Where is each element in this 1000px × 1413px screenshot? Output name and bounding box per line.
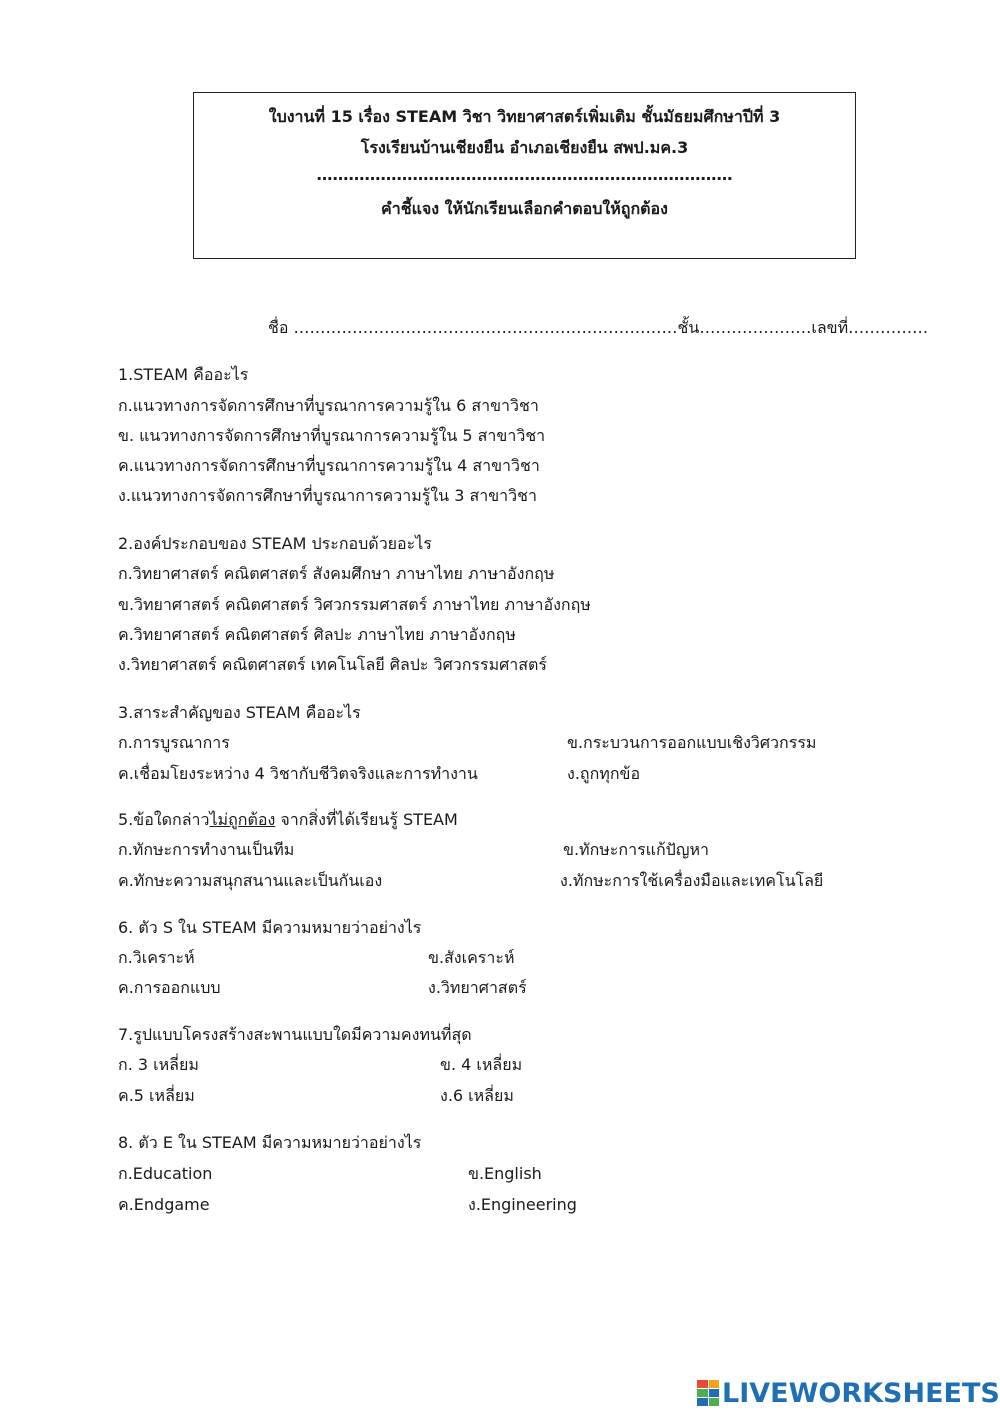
option-c[interactable]: ค.เชื่อมโยงระหว่าง 4 วิชากับชีวิตจริงและการทำงาน [118, 764, 478, 783]
option-c[interactable]: ค.แนวทางการจัดการศึกษาที่บูรณาการความรู้ใน 4 สาขาวิชา [118, 456, 540, 475]
option-b[interactable]: ข.วิทยาศาสตร์ คณิตศาสตร์ วิศวกรรมศาสตร์ ภาษาไทย ภาษาอังกฤษ [118, 595, 591, 614]
header-box [193, 92, 856, 259]
option-d[interactable]: ง.แนวทางการจัดการศึกษาที่บูรณาการความรู้ใน 3 สาขาวิชา [118, 486, 537, 505]
question-text [118, 808, 458, 833]
option-d[interactable]: ง.ทักษะการใช้เครื่องมือและเทคโนโลยี [560, 871, 824, 890]
student-info-line[interactable]: ชื่อ ………………………………………………………………ชั้น…………………เลขที่…………… [268, 318, 929, 337]
option-c[interactable]: ค.การออกแบบ [118, 978, 221, 997]
option-a[interactable]: ก.วิทยาศาสตร์ คณิตศาสตร์ สังคมศึกษา ภาษาไทย ภาษาอังกฤษ [118, 564, 555, 583]
option-b[interactable]: ข.ทักษะการแก้ปัญหา [563, 840, 709, 859]
option-d[interactable]: ง.ถูกทุกข้อ [567, 764, 641, 783]
option-a[interactable]: ก.วิเคราะห์ [118, 948, 195, 967]
question-text: 8. ตัว E ใน STEAM มีความหมายว่าอย่างไร [118, 1133, 422, 1152]
school-line: โรงเรียนบ้านเชียงยืน อำเภอเชียงยืน สพป.มค.3 [360, 138, 689, 157]
question-text: 3.สาระสำคัญของ STEAM คืออะไร [118, 703, 361, 722]
question-text: 7.รูปแบบโครงสร้างสะพานแบบใดมีความคงทนที่สุด [118, 1025, 472, 1044]
option-c[interactable]: ค.วิทยาศาสตร์ คณิตศาสตร์ ศิลปะ ภาษาไทย ภาษาอังกฤษ [118, 625, 516, 644]
option-a[interactable]: ก.ทักษะการทำงานเป็นทีม [118, 840, 295, 859]
option-a[interactable]: ก.แนวทางการจัดการศึกษาที่บูรณาการความรู้ใน 6 สาขาวิชา [118, 396, 539, 415]
question-text: 6. ตัว S ใน STEAM มีความหมายว่าอย่างไร [118, 918, 422, 937]
instructions: คำชี้แจง ให้นักเรียนเลือกคำตอบให้ถูกต้อง [381, 199, 668, 218]
question-text-underlined: ไม่ถูกต้อง [209, 810, 276, 829]
option-d[interactable]: ง.Engineering [468, 1195, 577, 1214]
option-c[interactable]: ค.ทักษะความสนุกสนานและเป็นกันเอง [118, 871, 383, 890]
option-b[interactable]: ข.สังเคราะห์ [428, 948, 515, 967]
option-d[interactable]: ง.วิทยาศาสตร์ คณิตศาสตร์ เทคโนโลยี ศิลปะ วิศวกรรมศาสตร์ [118, 655, 548, 674]
option-b[interactable]: ข.กระบวนการออกแบบเชิงวิศวกรรม [567, 733, 817, 752]
liveworksheets-logo[interactable] [697, 1376, 1000, 1410]
question-text: 2.องค์ประกอบของ STEAM ประกอบด้วยอะไร [118, 534, 432, 553]
question-text-pre: 5.ข้อใดกล่าว [118, 810, 210, 829]
option-b[interactable]: ข.English [468, 1164, 542, 1183]
option-a[interactable]: ก.Education [118, 1164, 213, 1183]
option-c[interactable]: ค.5 เหลี่ยม [118, 1086, 195, 1105]
dotted-line: …………………………………………………………………… [316, 165, 733, 184]
option-b[interactable]: ข. 4 เหลี่ยม [440, 1055, 523, 1074]
worksheet-title: ใบงานที่ 15 เรื่อง STEAM วิชา วิทยาศาสตร์เพิ่มเติม ชั้นมัธยมศึกษาปีที่ 3 [268, 107, 781, 126]
option-a[interactable]: ก.การบูรณาการ [118, 733, 230, 752]
option-a[interactable]: ก. 3 เหลี่ยม [118, 1055, 199, 1074]
question-text-post: จากสิ่งที่ได้เรียนรู้ STEAM [275, 810, 458, 829]
option-d[interactable]: ง.วิทยาศาสตร์ [428, 978, 527, 997]
question-text: 1.STEAM คืออะไร [118, 365, 249, 384]
option-d[interactable]: ง.6 เหลี่ยม [440, 1086, 514, 1105]
logo-text: LIVEWORKSHEETS [722, 1377, 1000, 1409]
option-b[interactable]: ข. แนวทางการจัดการศึกษาที่บูรณาการความรู้ใน 5 สาขาวิชา [118, 426, 546, 445]
option-c[interactable]: ค.Endgame [118, 1195, 210, 1214]
logo-grid-icon [697, 1380, 719, 1406]
